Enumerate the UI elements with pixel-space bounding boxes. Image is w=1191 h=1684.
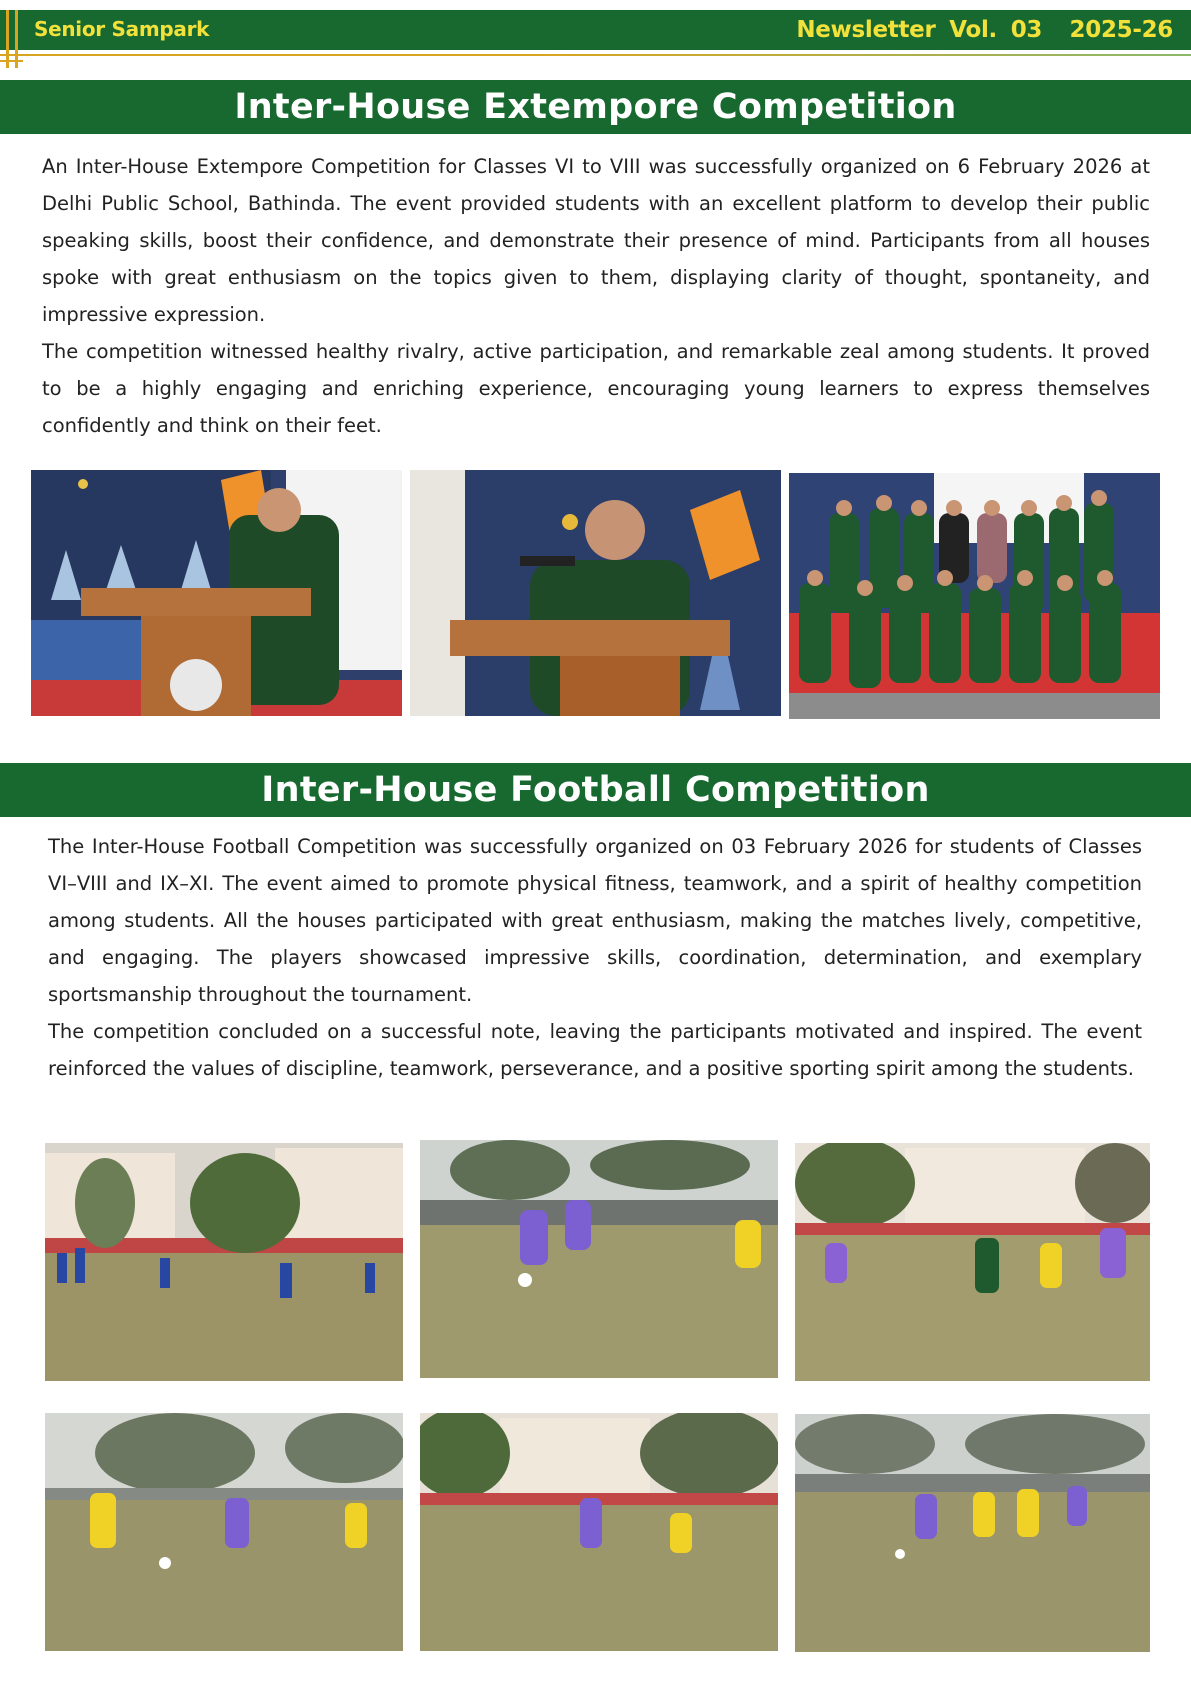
football-photo-5 xyxy=(420,1413,778,1651)
session-label: 2025-26 xyxy=(1069,17,1173,43)
extempore-article xyxy=(42,148,1150,444)
section-title-extempore: Inter-House Extempore Competition xyxy=(0,80,1191,134)
football-photo-2 xyxy=(420,1140,778,1378)
header-gold-rule xyxy=(0,60,23,62)
extempore-photo-speaker-girl xyxy=(410,470,781,716)
article-paragraph: The competition witnessed healthy rivalry, active participation, and remarkable zeal among students. It proved to be a highly engaging and enriching experience, encouraging young learners to express themselves confidently and think on their feet. xyxy=(42,340,1150,437)
extempore-photo-group xyxy=(789,473,1160,719)
article-paragraph: An Inter-House Extempore Competition for Classes VI to VIII was successfully organized on 6 February 2026 at Delhi Public School, Bathinda. The event provided students with an excellent platform to develop their public speaking skills, boost their confidence, and demonstrate their presence of mind. Participants from all houses spoke with great enthusiasm on the topics given to them, displaying clarity of thought, spontaneity, and impressive expression. xyxy=(42,155,1150,326)
football-photo-6 xyxy=(795,1414,1150,1652)
section-title-football: Inter-House Football Competition xyxy=(0,763,1191,817)
volume-label: Newsletter Vol. 03 xyxy=(796,17,1043,43)
article-paragraph: The competition concluded on a successful note, leaving the participants motivated and inspired. The event reinforced the values of discipline, teamwork, perseverance, and a positive sporting spirit among the students. xyxy=(48,1020,1142,1080)
article-paragraph: The Inter-House Football Competition was successfully organized on 03 February 2026 for students of Classes VI–VIII and IX–XI. The event aimed to promote physical fitness, teamwork, and a spirit of healthy competition among students. All the houses participated with great enthusiasm, making the matches lively, competitive, and engaging. The players showcased impressive skills, coordination, determination, and exemplary sportsmanship throughout the tournament. xyxy=(48,835,1142,1006)
football-photo-3 xyxy=(795,1143,1150,1381)
football-photo-4 xyxy=(45,1413,403,1651)
newsletter-brand: Senior Sampark xyxy=(34,17,210,41)
header-gold-underline xyxy=(0,54,1191,56)
football-article xyxy=(48,828,1142,1087)
football-photo-1 xyxy=(45,1143,403,1381)
extempore-photo-speaker-boy xyxy=(31,470,402,716)
newsletter-volume xyxy=(796,17,1173,43)
newsletter-header-bar xyxy=(0,10,1191,50)
